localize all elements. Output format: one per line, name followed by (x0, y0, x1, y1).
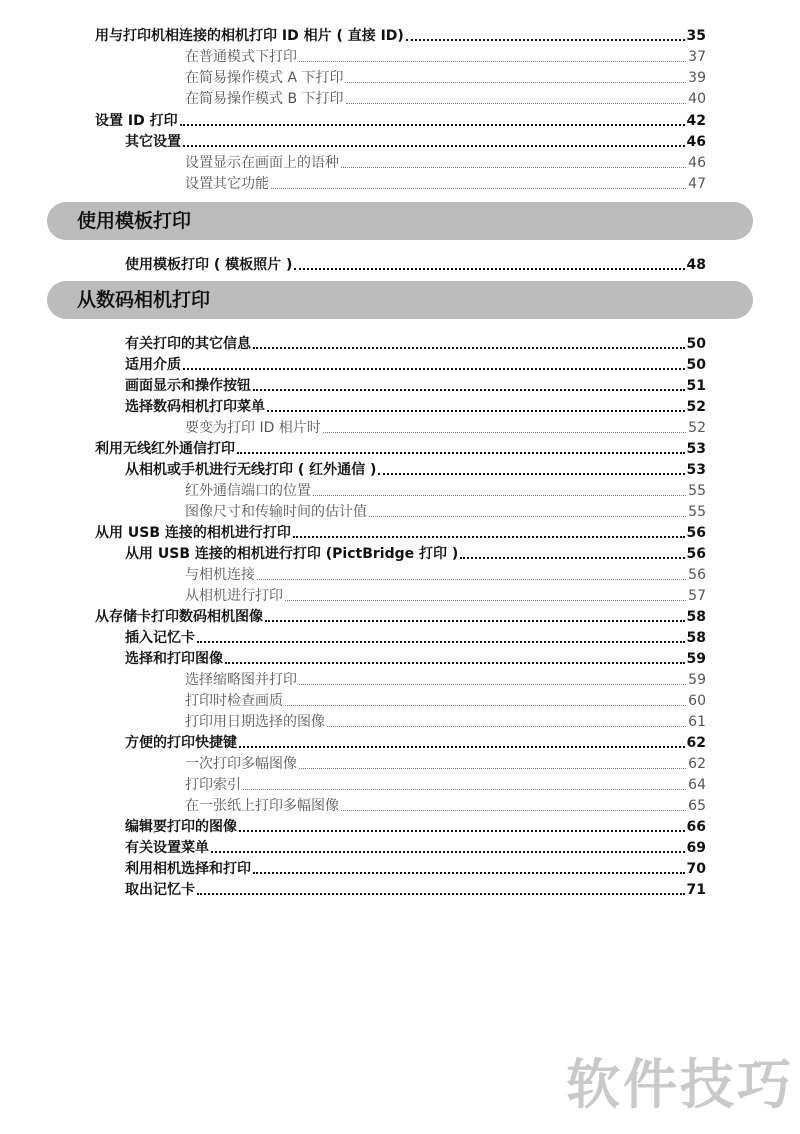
toc-entry-label: 画面显示和操作按钮 (125, 378, 251, 394)
dot-leader (406, 39, 685, 41)
dot-leader (183, 368, 685, 370)
toc-entry (125, 543, 706, 563)
dot-leader (225, 662, 685, 664)
toc-entry (185, 480, 706, 500)
toc-entry (95, 522, 706, 542)
dot-leader (267, 410, 685, 412)
toc-entry-label: 利用无线红外通信打印 (95, 441, 235, 457)
toc-entry-label: 从用 USB 连接的相机进行打印 (PictBridge 打印 ) (125, 546, 459, 562)
dot-leader (243, 789, 686, 790)
toc-entry-label: 在一张纸上打印多幅图像 (185, 798, 339, 814)
toc-entry (185, 88, 706, 108)
dot-leader (293, 536, 685, 538)
toc-entry-label: 有关设置菜单 (125, 840, 209, 856)
toc-entry-label: 在普通模式下打印 (185, 49, 297, 65)
toc-entry-page-number: 40 (688, 91, 706, 107)
toc-entry (125, 375, 706, 395)
toc-entry (125, 858, 706, 878)
dot-leader (253, 872, 685, 874)
toc-entry (125, 627, 706, 647)
toc-entry-label: 打印用日期选择的图像 (185, 714, 325, 730)
toc-entry (185, 753, 706, 773)
toc-entry-label: 设置显示在画面上的语种 (185, 155, 339, 171)
toc-entry-label: 在简易操作模式 B 下打印 (185, 91, 344, 107)
dot-leader (460, 557, 684, 559)
toc-entry-label: 取出记忆卡 (125, 882, 195, 898)
toc-entry-page-number: 52 (686, 399, 706, 415)
toc-entry (95, 25, 706, 45)
toc-entry-page-number: 59 (688, 672, 706, 688)
dot-leader (257, 579, 686, 580)
toc-entry-label: 图像尺寸和传输时间的估计值 (185, 504, 367, 520)
toc-entry-label: 要变为打印 ID 相片时 (185, 420, 321, 436)
toc-entry-label: 打印索引 (185, 777, 241, 793)
toc-entry (125, 732, 706, 752)
toc-entry-page-number: 61 (688, 714, 706, 730)
dot-leader (183, 145, 685, 147)
toc-entry (185, 585, 706, 605)
dot-leader (369, 516, 686, 517)
toc-entry-label: 从用 USB 连接的相机进行打印 (95, 525, 291, 541)
dot-leader (265, 620, 685, 622)
dot-leader (271, 188, 686, 189)
toc-entry (185, 46, 706, 66)
dot-leader (313, 495, 686, 496)
toc-entry (185, 774, 706, 794)
toc-entry-label: 一次打印多幅图像 (185, 756, 297, 772)
toc-entry-label: 红外通信端口的位置 (185, 483, 311, 499)
dot-leader (346, 103, 687, 104)
toc-entry (185, 152, 706, 172)
toc-entry-label: 编辑要打印的图像 (125, 819, 237, 835)
toc-entry-page-number: 56 (688, 567, 706, 583)
dot-leader (285, 600, 686, 601)
toc-entry-page-number: 55 (688, 483, 706, 499)
toc-entry-label: 从相机或手机进行无线打印 ( 红外通信 ) (125, 462, 377, 478)
toc-entry-label: 利用相机选择和打印 (125, 861, 251, 877)
toc-entry-label: 从相机进行打印 (185, 588, 283, 604)
toc-entry-page-number: 42 (686, 113, 706, 129)
dot-leader (378, 473, 684, 475)
toc-entry (185, 711, 706, 731)
toc-entry-page-number: 62 (686, 735, 706, 751)
toc-entry-page-number: 37 (688, 49, 706, 65)
toc-entry-label: 用与打印机相连接的相机打印 ID 相片 ( 直接 ID) (95, 28, 404, 44)
dot-leader (197, 641, 685, 643)
dot-leader (237, 452, 685, 454)
toc-entry (125, 254, 706, 274)
toc-entry-page-number: 56 (686, 525, 706, 541)
toc-entry-page-number: 46 (688, 155, 706, 171)
toc-entry (125, 396, 706, 416)
toc-entry-label: 其它设置 (125, 134, 181, 150)
toc-entry-page-number: 51 (686, 378, 706, 394)
toc-entry-label: 使用模板打印 ( 模板照片 ) (125, 257, 293, 273)
toc-entry-page-number: 50 (686, 336, 706, 352)
toc-entry (185, 501, 706, 521)
toc-entry (95, 110, 706, 130)
toc-entry (185, 417, 706, 437)
toc-entry-page-number: 53 (686, 462, 706, 478)
toc-entry-label: 从存储卡打印数码相机图像 (95, 609, 263, 625)
toc-entry-label: 设置 ID 打印 (95, 113, 178, 129)
section-banner-camera-print: 从数码相机打印 (47, 281, 753, 319)
toc-entry-page-number: 58 (686, 630, 706, 646)
toc-entry-page-number: 57 (688, 588, 706, 604)
toc-entry-label: 打印时检查画质 (185, 693, 283, 709)
toc-entry-label: 有关打印的其它信息 (125, 336, 251, 352)
toc-entry (185, 690, 706, 710)
toc-entry-label: 方便的打印快捷键 (125, 735, 237, 751)
dot-leader (197, 893, 685, 895)
toc-entry-page-number: 39 (688, 70, 706, 86)
toc-entry-page-number: 48 (686, 257, 706, 273)
dot-leader (341, 167, 686, 168)
toc-entry-label: 选择数码相机打印菜单 (125, 399, 265, 415)
toc-entry (125, 648, 706, 668)
toc-entry-page-number: 52 (688, 420, 706, 436)
dot-leader (299, 768, 686, 769)
toc-entry (125, 816, 706, 836)
toc-entry-label: 适用介质 (125, 357, 181, 373)
toc-entry-label: 选择和打印图像 (125, 651, 223, 667)
toc-entry (185, 669, 706, 689)
dot-leader (323, 432, 686, 433)
dot-leader (253, 347, 685, 349)
toc-entry (125, 333, 706, 353)
toc-entry-page-number: 50 (686, 357, 706, 373)
dot-leader (180, 124, 685, 126)
toc-entry-page-number: 55 (688, 504, 706, 520)
dot-leader (299, 61, 686, 62)
toc-entry-label: 设置其它功能 (185, 176, 269, 192)
toc-entry-page-number: 71 (686, 882, 706, 898)
dot-leader (299, 684, 686, 685)
toc-entry-page-number: 35 (686, 28, 706, 44)
dot-leader (345, 82, 686, 83)
toc-entry-page-number: 69 (686, 840, 706, 856)
toc-entry-page-number: 58 (686, 609, 706, 625)
dot-leader (253, 389, 685, 391)
dot-leader (294, 268, 684, 270)
toc-entry (95, 606, 706, 626)
toc-entry-page-number: 70 (686, 861, 706, 877)
toc-entry-page-number: 47 (688, 176, 706, 192)
toc-entry-page-number: 62 (688, 756, 706, 772)
toc-entry (185, 67, 706, 87)
toc-entry-page-number: 64 (688, 777, 706, 793)
toc-entry-label: 插入记忆卡 (125, 630, 195, 646)
toc-entry-page-number: 46 (686, 134, 706, 150)
toc-entry (125, 837, 706, 857)
toc-entry-label: 选择缩略图并打印 (185, 672, 297, 688)
section-banner-template-print: 使用模板打印 (47, 202, 753, 240)
toc-entry (125, 354, 706, 374)
dot-leader (327, 726, 686, 727)
toc-entry (95, 438, 706, 458)
toc-entry-page-number: 60 (688, 693, 706, 709)
toc-entry-page-number: 66 (686, 819, 706, 835)
watermark: 软件技巧 (566, 1053, 794, 1116)
toc-entry-label: 在简易操作模式 A 下打印 (185, 70, 344, 86)
dot-leader (341, 810, 686, 811)
dot-leader (285, 705, 686, 706)
toc-entry-page-number: 65 (688, 798, 706, 814)
toc-entry (185, 795, 706, 815)
toc-entry (125, 131, 706, 151)
dot-leader (239, 830, 685, 832)
toc-entry-page-number: 56 (686, 546, 706, 562)
dot-leader (211, 851, 685, 853)
toc-entry (125, 879, 706, 899)
toc-entry-page-number: 53 (686, 441, 706, 457)
toc-entry (185, 564, 706, 584)
toc-entry (125, 459, 706, 479)
toc-entry (185, 173, 706, 193)
toc-entry-label: 与相机连接 (185, 567, 255, 583)
toc-entry-page-number: 59 (686, 651, 706, 667)
dot-leader (239, 746, 685, 748)
